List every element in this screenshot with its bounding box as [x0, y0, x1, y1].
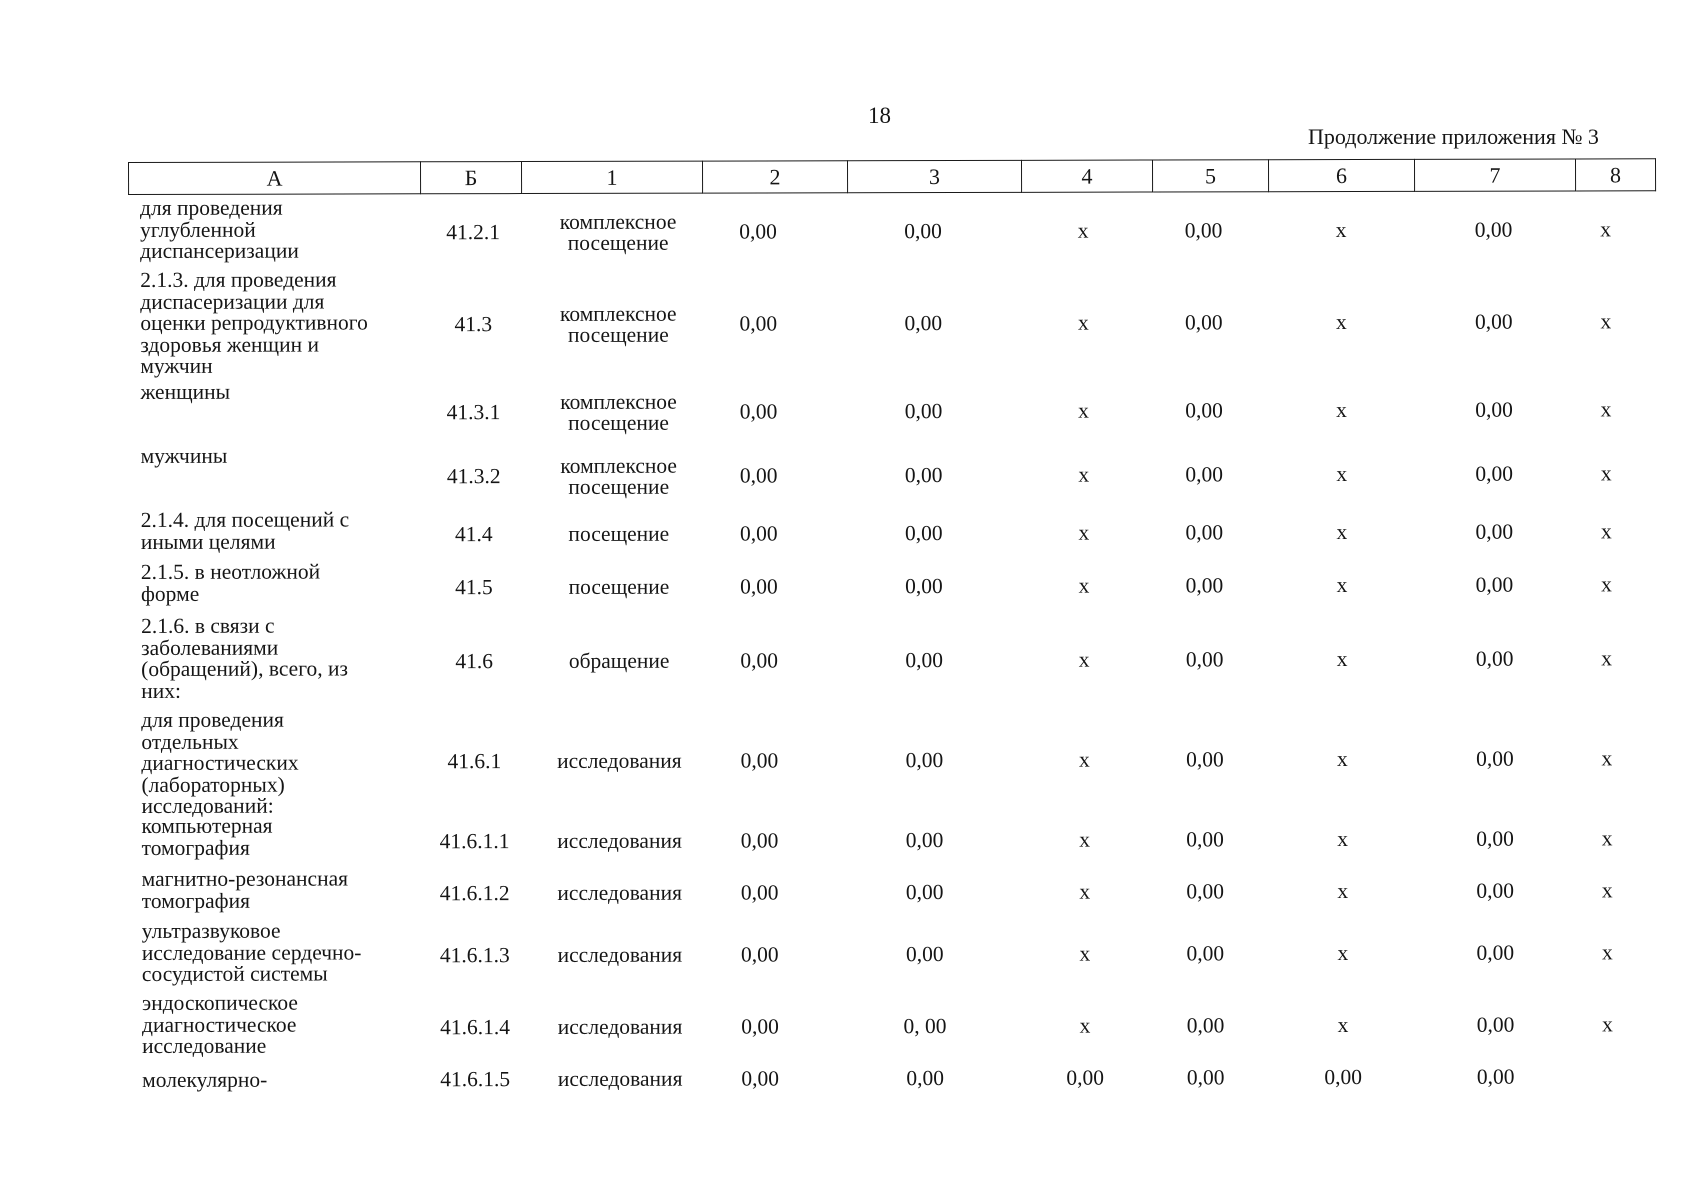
row-col-8: х [1601, 940, 1613, 965]
row-col-3: 0,00 [906, 942, 944, 967]
row-col-7: 0,00 [1475, 519, 1514, 544]
row-unit: исследования [557, 880, 683, 906]
row-code: 41.6 [455, 649, 493, 674]
table-row [130, 1061, 1652, 1097]
table-row [129, 442, 1651, 510]
row-col-3: 0,00 [905, 748, 944, 773]
row-name: для проведения отдельных диагностических (лабораторных) исследований: [141, 707, 299, 818]
row-col-4: х [1078, 462, 1090, 487]
table-row [128, 194, 1650, 270]
row-name: эндоскопическое диагностическое исследование [141, 990, 298, 1058]
row-col-3: 0,00 [904, 521, 943, 546]
row-col-5: 0,00 [1185, 573, 1224, 598]
table-row [130, 917, 1652, 993]
row-col-4: 0,00 [1066, 1065, 1104, 1090]
row-col-2: 0,00 [739, 219, 777, 244]
header-col-7: 7 [1414, 159, 1575, 191]
row-col-5: 0,00 [1184, 310, 1223, 335]
row-unit: исследования [557, 942, 683, 968]
table-row [129, 558, 1651, 616]
row-col-4: х [1079, 879, 1091, 904]
row-unit: исследования [557, 1014, 683, 1040]
row-name: молекулярно- [142, 1067, 268, 1093]
row-col-5: 0,00 [1186, 827, 1224, 852]
row-col-8 [1565, 1061, 1650, 1093]
row-col-2: 0,00 [741, 1014, 779, 1039]
row-name: компьютерная томография [141, 813, 273, 860]
row-code: 41.5 [455, 575, 493, 600]
header-col-3: 3 [847, 160, 1021, 192]
page-number: 18 [868, 103, 891, 128]
row-col-7: 0,00 [1475, 646, 1514, 671]
row-col-3: 0,00 [904, 463, 943, 488]
row-unit: комплексное посещение [560, 389, 677, 435]
row-col-4: х [1078, 573, 1090, 598]
row-name: магнитно-резонансная томография [141, 866, 349, 913]
row-unit: комплексное посещение [559, 209, 677, 255]
header-col-2: 2 [702, 161, 847, 193]
row-unit: исследования [557, 1066, 683, 1092]
row-col-3: 0,00 [906, 1066, 944, 1091]
row-col-7: 0,00 [1475, 572, 1514, 597]
row-code: 41.6.1.2 [439, 881, 510, 906]
header-col-4: 4 [1021, 160, 1152, 192]
row-code: 41.6.1 [447, 749, 502, 774]
row-col-3: 0, 00 [903, 1014, 947, 1039]
row-col-2: 0,00 [740, 648, 778, 673]
row-col-2: 0,00 [739, 521, 778, 546]
row-col-4: х [1079, 827, 1090, 852]
row-col-5: 0,00 [1186, 1013, 1225, 1038]
table-row [129, 612, 1651, 710]
row-col-3: 0,00 [904, 311, 943, 336]
row-unit: посещение [568, 574, 670, 600]
row-col-2: 0,00 [741, 942, 779, 967]
row-col-4: х [1079, 1013, 1091, 1038]
row-col-6: х [1336, 520, 1348, 545]
header-col-b: Б [421, 162, 522, 194]
row-col-5: 0,00 [1186, 747, 1224, 772]
row-col-5: 0,00 [1186, 1065, 1225, 1090]
table-row [130, 812, 1652, 869]
row-col-4: х [1078, 647, 1090, 672]
header-col-8: 8 [1575, 159, 1655, 191]
header-col-a: А [129, 162, 421, 195]
row-name: для проведения углубленной диспансеризации [139, 195, 299, 263]
row-col-8: х [1601, 826, 1613, 851]
row-name: женщины [140, 379, 231, 404]
row-col-2: 0,00 [740, 880, 779, 905]
row-col-5: 0,00 [1185, 462, 1224, 487]
row-col-5: 0,00 [1186, 879, 1225, 904]
table-body [128, 194, 1652, 1097]
row-col-6: х [1336, 462, 1348, 487]
row-code: 41.6.1.5 [440, 1067, 511, 1092]
row-col-8: х [1601, 572, 1612, 597]
row-col-8: х [1601, 646, 1613, 671]
row-unit: комплексное посещение [560, 453, 677, 499]
row-col-7: 0,00 [1476, 826, 1514, 851]
row-code: 41.3.1 [446, 400, 501, 425]
row-col-2: 0,00 [739, 463, 778, 488]
row-col-3: 0,00 [904, 399, 943, 424]
row-col-3: 0,00 [905, 648, 943, 673]
row-unit: обращение [568, 648, 670, 674]
row-unit: посещение [568, 521, 670, 547]
row-col-6: х [1335, 310, 1347, 335]
table-row [129, 506, 1651, 562]
row-name: 2.1.3. для проведения диспасеризации для оценки репродуктивного здоровья женщин и мужчин [140, 267, 368, 378]
row-col-3: 0,00 [905, 880, 944, 905]
row-col-2: 0,00 [740, 828, 779, 853]
row-col-4: х [1079, 941, 1091, 966]
row-col-7: 0,00 [1474, 217, 1513, 242]
header-col-5: 5 [1152, 160, 1268, 192]
row-col-8: х [1600, 461, 1612, 486]
row-col-8: х [1602, 1012, 1613, 1037]
row-name: ультразвуковое исследование сердечно- сосудистой системы [141, 918, 362, 986]
row-col-7: 0,00 [1475, 461, 1514, 486]
row-col-6: х [1337, 1013, 1349, 1038]
row-col-8: х [1600, 217, 1611, 242]
column-header-table [128, 158, 1656, 195]
row-col-7: 0,00 [1476, 746, 1514, 771]
row-code: 41.4 [454, 522, 493, 547]
row-name: 2.1.4. для посещений с иными целями [140, 507, 350, 554]
row-col-7: 0,00 [1474, 309, 1513, 334]
continuation-note: Продолжение приложения № 3 [1308, 124, 1599, 149]
row-code: 41.3 [454, 312, 493, 337]
row-col-7: 0,00 [1476, 1064, 1515, 1089]
row-col-5: 0,00 [1185, 398, 1223, 423]
row-col-4: х [1077, 310, 1089, 335]
row-col-2: 0,00 [741, 1066, 779, 1091]
row-col-8: х [1601, 878, 1613, 903]
row-name: мужчины [140, 443, 228, 468]
row-col-4: х [1077, 218, 1089, 243]
row-col-3: 0,00 [904, 219, 942, 244]
row-code: 41.2.1 [446, 220, 500, 245]
row-col-7: 0,00 [1476, 878, 1515, 903]
table-row [129, 706, 1651, 816]
row-col-3: 0,00 [905, 827, 944, 852]
header-row [129, 159, 1656, 195]
row-col-6: х [1337, 826, 1348, 851]
row-col-6: х [1337, 941, 1349, 966]
row-code: 41.3.2 [446, 464, 501, 489]
row-col-8: х [1600, 397, 1612, 422]
row-col-7: 0,00 [1476, 1012, 1515, 1037]
row-name: 2.1.6. в связи с заболеваниями (обращений), всего, из них: [141, 613, 349, 703]
row-code: 41.6.1.4 [440, 1015, 510, 1040]
row-col-5: 0,00 [1184, 218, 1223, 243]
row-unit: исследования [557, 828, 682, 853]
row-col-2: 0,00 [740, 574, 778, 599]
row-col-6: х [1335, 218, 1347, 243]
row-col-6: х [1337, 879, 1349, 904]
table-row [128, 266, 1650, 382]
row-unit: комплексное посещение [559, 301, 677, 347]
table-row [130, 989, 1652, 1065]
table-row [130, 865, 1652, 921]
row-unit: исследования [557, 748, 682, 774]
table-row [128, 378, 1650, 446]
row-col-5: 0,00 [1186, 941, 1225, 966]
row-col-6: х [1336, 573, 1348, 598]
row-col-2: 0,00 [740, 748, 779, 773]
row-col-2: 0,00 [739, 311, 778, 336]
row-col-5: 0,00 [1185, 647, 1224, 672]
row-col-8: х [1600, 309, 1612, 334]
row-col-5: 0,00 [1185, 520, 1224, 545]
row-col-2: 0,00 [739, 399, 778, 424]
header-col-1: 1 [522, 161, 703, 193]
row-col-7: 0,00 [1475, 397, 1513, 422]
row-col-7: 0,00 [1476, 940, 1515, 965]
row-col-8: х [1600, 519, 1612, 544]
row-col-3: 0,00 [905, 574, 943, 599]
row-col-6: х [1336, 747, 1348, 772]
row-col-6: 0,00 [1324, 1065, 1362, 1090]
row-name: 2.1.5. в неотложной форме [140, 559, 321, 606]
header-col-6: 6 [1268, 159, 1414, 191]
row-col-4: х [1078, 520, 1090, 545]
row-col-8: х [1601, 746, 1613, 771]
row-col-4: х [1078, 398, 1089, 423]
row-col-4: х [1078, 747, 1090, 772]
row-code: 41.6.1.1 [439, 828, 510, 853]
row-col-6: х [1336, 398, 1347, 423]
row-col-6: х [1336, 647, 1348, 672]
row-code: 41.6.1.3 [439, 943, 510, 968]
